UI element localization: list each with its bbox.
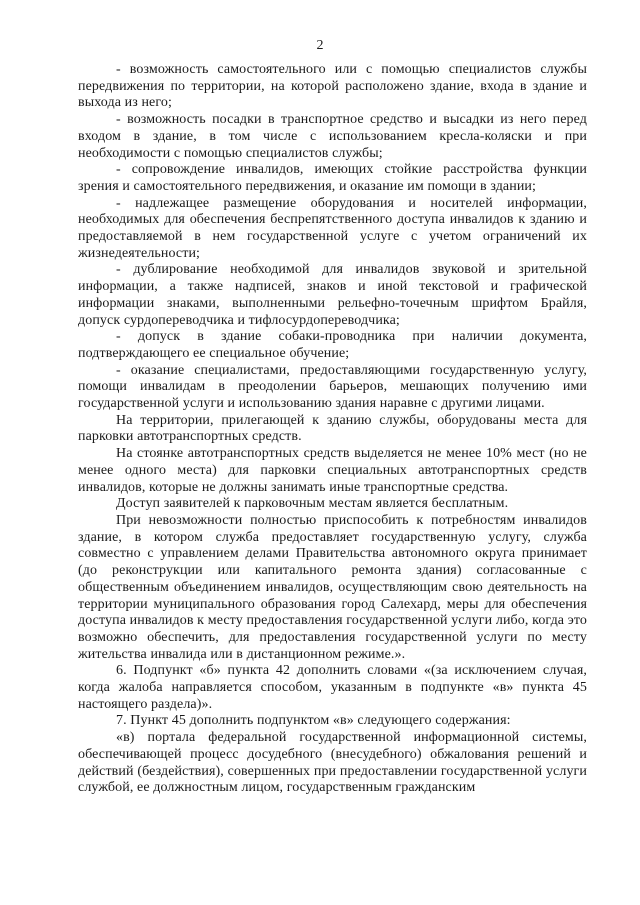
paragraph: - надлежащее размещение оборудования и носителей информации, необходимых для обеспечения беспрепятственного доступа инвалидов к зданию и предоставляемой в нем государственной услуге с учетом ограничений их жизнедеятельности; bbox=[78, 195, 587, 261]
document-body bbox=[78, 62, 587, 797]
paragraph: - допуск в здание собаки-проводника при наличии документа, подтверждающего ее специальное обучение; bbox=[78, 329, 587, 361]
paragraph: При невозможности полностью приспособить к потребностям инвалидов здание, в котором служба предоставляет государственную услугу, служба совместно с управлением делами Правительства автономного округа принимает (до реконструкции или капитального ремонта здания) согласованные с общественным объединением инвалидов, осуществляющим свою деятельность на территории муниципального образования город Салехард, меры для обеспечения доступа инвалидов к месту предоставления государственной услуги либо, когда это возможно обеспечить, для предоставления государственной услуги по месту жительства инвалида или в дистанционном режиме.». bbox=[78, 512, 587, 662]
paragraph: - сопровождение инвалидов, имеющих стойкие расстройства функции зрения и самостоятельного передвижения, и оказание им помощи в здании; bbox=[78, 162, 587, 194]
paragraph: - оказание специалистами, предоставляющими государственную услугу, помощи инвалидам в преодолении барьеров, мешающих получению ими государственной услуги и использованию здания наравне с другими лицами. bbox=[78, 362, 587, 412]
paragraph: Доступ заявителей к парковочным местам является бесплатным. bbox=[116, 496, 509, 512]
paragraph: - дублирование необходимой для инвалидов звуковой и зрительной информации, а также надписей, знаков и иной текстовой и графической информации знаками, выполненными рельефно-точечным шрифтом Брайля, допуск сурдопереводчика и тифлосурдопереводчика; bbox=[78, 262, 587, 328]
paragraph: На стоянке автотранспортных средств выделяется не менее 10% мест (но не менее одного места) для парковки специальных автотранспортных средств инвалидов, которые не должны занимать иные транспортные средства. bbox=[78, 446, 587, 495]
paragraph: - возможность посадки в транспортное средство и высадки из него перед входом в здание, в том числе с использованием кресла-коляски и при необходимости с помощью специалистов службы; bbox=[78, 112, 587, 161]
paragraph: «в) портала федеральной государственной информационной системы, обеспечивающей процесс досудебного (внесудебного) обжалования решений и действий (бездействия), совершенных при предоставлении государственной услуги службой, ее должностным лицом, государственным гражданским bbox=[78, 730, 587, 796]
paragraph: 7. Пункт 45 дополнить подпунктом «в» следующего содержания: bbox=[116, 713, 511, 729]
paragraph: - возможность самостоятельного или с помощью специалистов службы передвижения по территории, на которой расположено здание, входа в здание и выхода из него; bbox=[78, 62, 587, 111]
paragraph: 6. Подпункт «б» пункта 42 дополнить словами «(за исключением случая, когда жалоба направляется способом, указанным в подпункте «в» пункта 45 настоящего раздела)». bbox=[78, 663, 587, 712]
page-number: 2 bbox=[316, 38, 324, 53]
paragraph: На территории, прилегающей к зданию службы, оборудованы места для парковки автотранспортных средств. bbox=[78, 412, 587, 445]
